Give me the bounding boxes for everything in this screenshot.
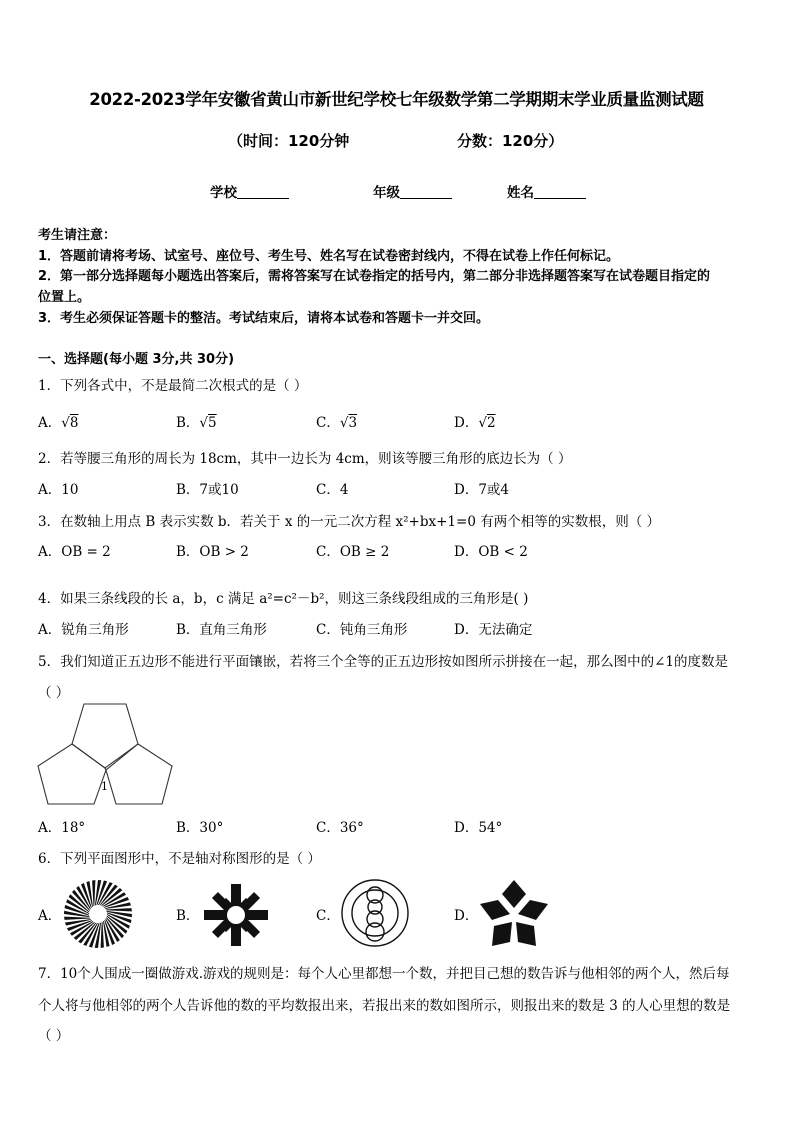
q1-option-b-radicand: 5 xyxy=(208,415,217,431)
sqrt-icon: √ xyxy=(478,415,487,431)
q5-option-b[interactable]: B．30° xyxy=(176,820,224,836)
grade-label: 年级 xyxy=(373,185,400,201)
q3-option-d[interactable]: D．OB < 2 xyxy=(454,544,528,560)
q1-option-b[interactable] xyxy=(176,411,217,431)
question-5-stem-cont: （ ） xyxy=(38,685,70,701)
question-3-stem: 3．在数轴上用点 B 表示实数 b．若关于 x 的一元二次方程 x²+bx+1=0 有两个相等的实数根，则（ ） xyxy=(38,514,660,530)
question-5-stem: 5．我们知道正五边形不能进行平面镶嵌，若将三个全等的正五边形按如图所示拼接在一起，那么图中的∠1的度数是 xyxy=(38,654,728,670)
section-heading: 一、选择题(每小题 3分,共 30分) xyxy=(38,352,235,367)
pinwheel-star-icon xyxy=(478,878,550,948)
grade-field xyxy=(373,181,452,201)
q4-option-a[interactable]: A．锐角三角形 xyxy=(38,622,129,638)
nested-circles-icon xyxy=(340,877,410,949)
spiral-blade xyxy=(101,922,104,948)
right-pentagon xyxy=(106,744,172,804)
left-pentagon xyxy=(38,744,106,804)
q1-option-a-letter: A． xyxy=(38,415,62,431)
q1-option-c-letter: C． xyxy=(316,415,340,431)
question-4-stem: 4．如果三条线段的长 a，b，c 满足 a²=c²－b²，则这三条线段组成的三角形是( ) xyxy=(38,591,529,607)
q1-option-a[interactable] xyxy=(38,411,78,431)
spiral-blade xyxy=(64,917,90,920)
q4-option-d[interactable]: D．无法确定 xyxy=(454,622,533,638)
q5-option-c[interactable]: C．36° xyxy=(316,820,364,836)
question-1-stem: 1．下列各式中，不是最简二次根式的是（ ） xyxy=(38,378,308,394)
q1-option-c-radicand: 3 xyxy=(348,415,358,431)
spiral-blade xyxy=(92,880,95,906)
q1-option-c[interactable] xyxy=(316,411,357,431)
q3-option-b[interactable]: B．OB > 2 xyxy=(176,544,249,560)
spiral-center xyxy=(90,906,106,922)
q4-option-b[interactable]: B．直角三角形 xyxy=(176,622,267,638)
notice-line-1: 1．答题前请将考场、试室号、座位号、考生号、姓名写在试卷密封线内，不得在试卷上作任何标记。 xyxy=(38,249,620,264)
question-2-stem: 2．若等腰三角形的周长为 18cm，其中一边长为 4cm，则该等腰三角形的底边长为（ ） xyxy=(38,451,572,467)
q6-option-b-letter[interactable]: B． xyxy=(176,908,200,924)
q6-option-c-letter[interactable]: C． xyxy=(316,908,340,924)
q2-option-d[interactable]: D．7或4 xyxy=(454,482,510,498)
school-field xyxy=(210,181,289,201)
school-blank[interactable] xyxy=(237,184,289,199)
name-field xyxy=(507,181,586,201)
question-7-stem-line-2: 个人将与他相邻的两个人告诉他的数的平均数报出来，若报出来的数如图所示，则报出来的数是 3 的人心里想的数是 xyxy=(38,998,731,1014)
pentagon-figure xyxy=(34,700,179,812)
page-title: 2022-2023学年安徽省黄山市新世纪学校七年级数学第二学期期末学业质量监测试题 xyxy=(89,90,704,109)
grade-blank[interactable] xyxy=(400,184,452,199)
q2-option-b[interactable]: B．7或10 xyxy=(176,482,239,498)
sqrt-icon: √ xyxy=(199,415,209,431)
school-label: 学校 xyxy=(210,185,237,201)
notice-line-3: 3．考生必须保证答题卡的整洁。考试结束后，请将本试卷和答题卡一并交回。 xyxy=(38,311,490,326)
question-7-stem: 7．10个人围成一圈做游戏.游戏的规则是：每个人心里都想一个数，并把目己想的数告诉与他相邻的两个人，然后每 xyxy=(38,966,730,982)
q5-option-a[interactable]: A．18° xyxy=(38,820,86,836)
exam-score: 分数：120分） xyxy=(457,132,564,150)
q6-option-d-letter[interactable]: D． xyxy=(454,908,479,924)
snowflake-icon xyxy=(200,880,272,950)
q6-option-a-letter[interactable]: A． xyxy=(38,908,62,924)
q1-option-a-radicand: 8 xyxy=(69,415,79,431)
q1-option-d[interactable] xyxy=(454,411,496,431)
sqrt-icon: √ xyxy=(61,415,70,431)
q1-option-d-radicand: 2 xyxy=(486,415,496,431)
exam-time: （时间：120分钟 xyxy=(228,132,350,150)
sqrt-icon: √ xyxy=(339,415,349,431)
q4-option-c[interactable]: C．钝角三角形 xyxy=(316,622,408,638)
notice-heading: 考生请注意： xyxy=(38,228,117,243)
spiral-icon xyxy=(62,878,134,950)
name-blank[interactable] xyxy=(534,184,586,199)
notice-line-2b: 位置上。 xyxy=(38,290,91,305)
name-label: 姓名 xyxy=(507,185,534,201)
q2-option-c[interactable]: C．4 xyxy=(316,482,349,498)
q3-option-c[interactable]: C．OB ≥ 2 xyxy=(316,544,390,560)
q5-option-d[interactable]: D．54° xyxy=(454,820,503,836)
q3-option-a[interactable]: A．OB = 2 xyxy=(38,544,111,560)
q1-option-d-letter: D． xyxy=(454,415,479,431)
q2-option-a[interactable]: A．10 xyxy=(38,482,79,498)
notice-line-2: 2．第一部分选择题每小题选出答案后，需将答案写在试卷指定的括号内，第二部分非选择题答案写在试卷题目指定的 xyxy=(38,269,711,284)
question-6-stem: 6．下列平面图形中，不是轴对称图形的是（ ） xyxy=(38,851,321,867)
top-pentagon xyxy=(72,704,138,768)
spiral-blade xyxy=(106,908,132,911)
question-7-stem-line-3: （ ） xyxy=(38,1028,70,1044)
q1-option-b-letter: B． xyxy=(176,415,200,431)
angle-1-label: 1 xyxy=(101,780,108,793)
